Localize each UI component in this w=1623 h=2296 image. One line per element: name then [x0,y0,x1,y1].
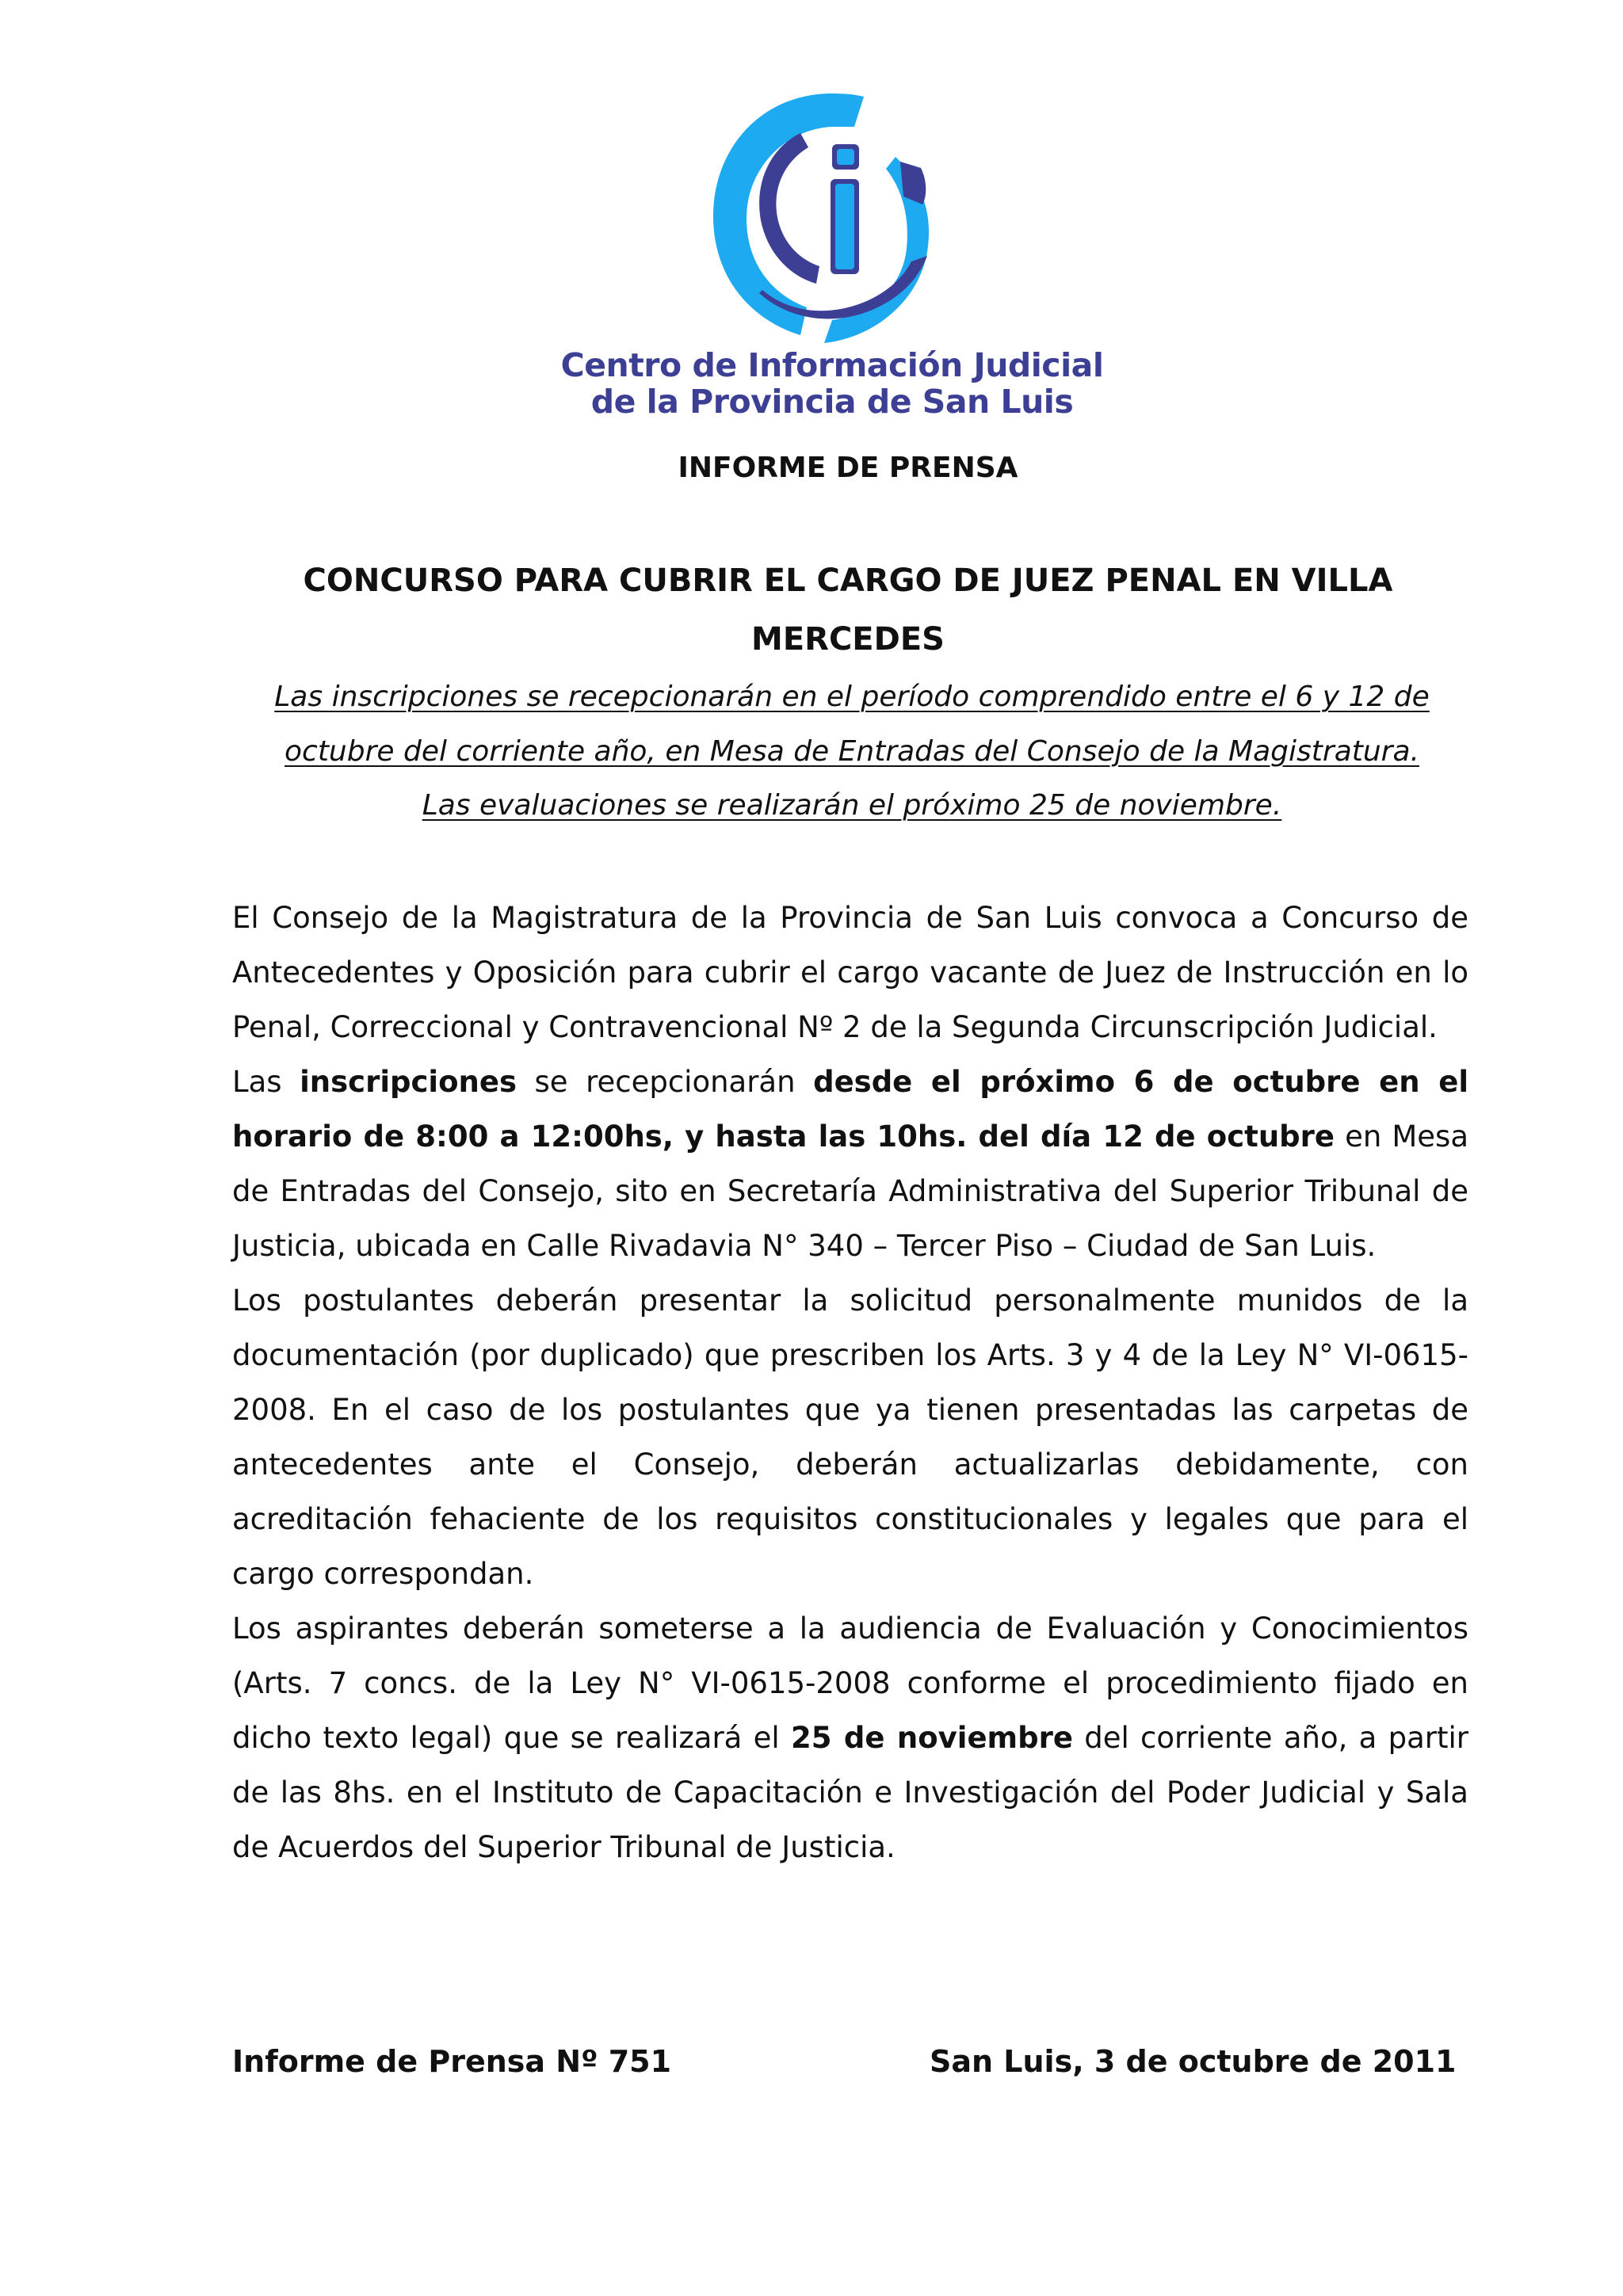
cij-logo [713,86,951,355]
report-number: Informe de Prensa Nº 751 [232,2044,672,2079]
text-run: se recepcionarán [516,1065,814,1099]
organization-name [555,347,1109,420]
subheadline [230,670,1474,833]
paragraph-registration [232,1055,1468,1273]
paragraph-requirements: Los postulantes deberán presentar la solicitud personalmente munidos de la documentación (por duplicado) que prescriben los Arts. 3 y 4 de la Ley N° VI-0615-2008. En el caso de los postulantes que ya tienen presentadas las carpetas de antecedentes ante el Consejo, deberán actualizarlas debidamente, con acreditación fehaciente de los requisitos constitucionales y legales que para el cargo correspondan. [232,1283,1468,1591]
emphasis: inscripciones [300,1065,517,1099]
emphasis: 25 de noviembre [790,1721,1073,1755]
subheadline-line1: Las inscripciones se recepcionarán en el período comprendido entre el 6 y 12 de [274,681,1430,713]
text-run: del corriente año, a partir de las 8hs. en el Instituto de Capacitación e Investigación del Poder Judicial y Sala de Acuerdos del Superior Tribunal de Justicia. [232,1721,1468,1864]
article-body [232,891,1468,1875]
headline: CONCURSO PARA CUBRIR EL CARGO DE JUEZ PENAL EN VILLA MERCEDES [303,563,1393,658]
subheadline-line2: octubre del corriente año, en Mesa de Entradas del Consejo de la Magistratura. [285,734,1419,768]
subheadline-line3: Las evaluaciones se realizarán el próximo 25 de noviembre. [422,789,1282,822]
emphasis: desde el próximo 6 de octubre en el horario de 8:00 a 12:00hs, y hasta las 10hs. del día 12 de octubre [232,1065,1468,1154]
paragraph-evaluation [232,1601,1468,1875]
text-run: Las [232,1065,300,1099]
place-date: San Luis, 3 de octubre de 2011 [930,2044,1457,2079]
paragraph-convocation: El Consejo de la Magistratura de la Provincia de San Luis convoca a Concurso de Antecedentes y Oposición para cubrir el cargo vacante de Juez de Instrucción en lo Penal, Correccional y Contravencional Nº 2 de la Segunda Circunscripción Judicial. [232,901,1468,1044]
text-run: Los aspirantes deberán someterse a la audiencia de Evaluación y Conocimientos (Arts. 7 concs. de la Ley N° VI-0615-2008 conforme el procedimiento fijado en dicho texto legal) que se realizará el [232,1611,1468,1755]
document-kicker: INFORME DE PRENSA [678,452,1018,484]
organization-name-line2: de la Provincia de San Luis [590,383,1074,421]
text-run: en Mesa de Entradas del Consejo, sito en Secretaría Administrativa del Superior Tribunal de Justicia, ubicada en Calle Rivadavia N° 340 – Tercer Piso – Ciudad de San Luis. [232,1119,1469,1263]
organization-name-line1: Centro de Información Judicial [560,346,1104,384]
